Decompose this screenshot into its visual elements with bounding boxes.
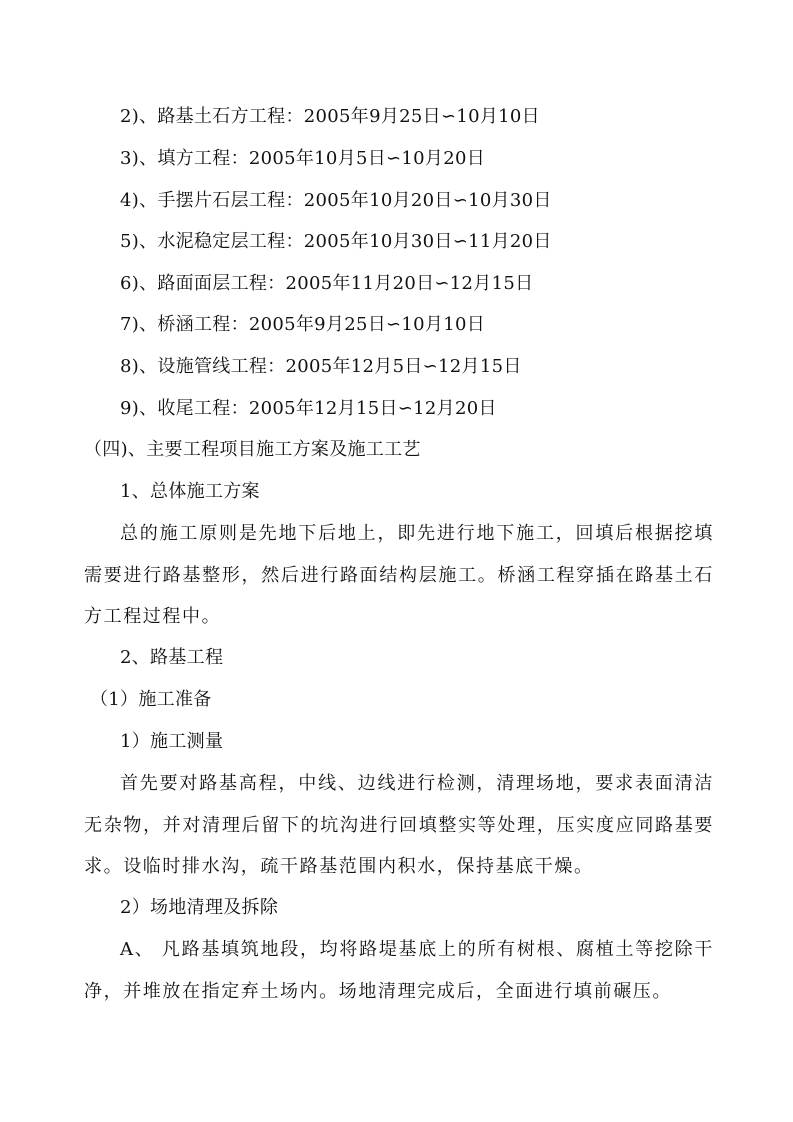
paragraph-overall-plan: 总的施工原则是先地下后地上，即先进行地下施工，回填后根据挖填需要进行路基整形，然后进行路面结构层施工。桥涵工程穿插在路基土石方工程过程中。 (84, 523, 714, 627)
paragraph-construction-survey: 首先要对路基高程，中线、边线进行检测，清理场地，要求表面清洁无杂物，并对清理后留下的坑沟进行回填整实等处理，压实度应同路基要求。设临时排水沟，疏干路基范围内积水，保持基底干燥。 (84, 773, 714, 877)
heading-roadbed-works: 2、路基工程 (120, 647, 224, 668)
schedule-item-9: 9)、收尾工程：2005年12月15日∽12月20日 (120, 398, 497, 419)
schedule-item-2: 2)、路基土石方工程：2005年9月25日∽10月10日 (120, 106, 540, 127)
schedule-item-7: 7)、桥涵工程：2005年9月25日∽10月10日 (120, 314, 486, 335)
paragraph-site-clearing: A、 凡路基填筑地段，均将路堤基底上的所有树根、腐植土等挖除干净，并堆放在指定弃土场内。场地清理完成后，全面进行填前碾压。 (84, 939, 714, 1002)
heading-overall-plan: 1、总体施工方案 (120, 481, 260, 502)
heading-site-clearing: 2）场地清理及拆除 (120, 897, 279, 918)
heading-construction-survey: 1）施工测量 (120, 731, 224, 752)
schedule-item-4: 4)、手摆片石层工程：2005年10月20日∽10月30日 (120, 190, 552, 211)
schedule-item-6: 6)、路面面层工程：2005年11月20日∽12月15日 (120, 273, 534, 294)
section-heading-main-projects: （四)、主要工程项目施工方案及施工工艺 (84, 439, 421, 460)
schedule-item-5: 5)、水泥稳定层工程：2005年10月30日∽11月20日 (120, 231, 552, 252)
heading-construction-prep: （1）施工准备 (90, 689, 212, 710)
schedule-item-3: 3)、填方工程：2005年10月5日∽10月20日 (120, 148, 486, 169)
schedule-item-8: 8)、设施管线工程：2005年12月5日∽12月15日 (120, 356, 522, 377)
